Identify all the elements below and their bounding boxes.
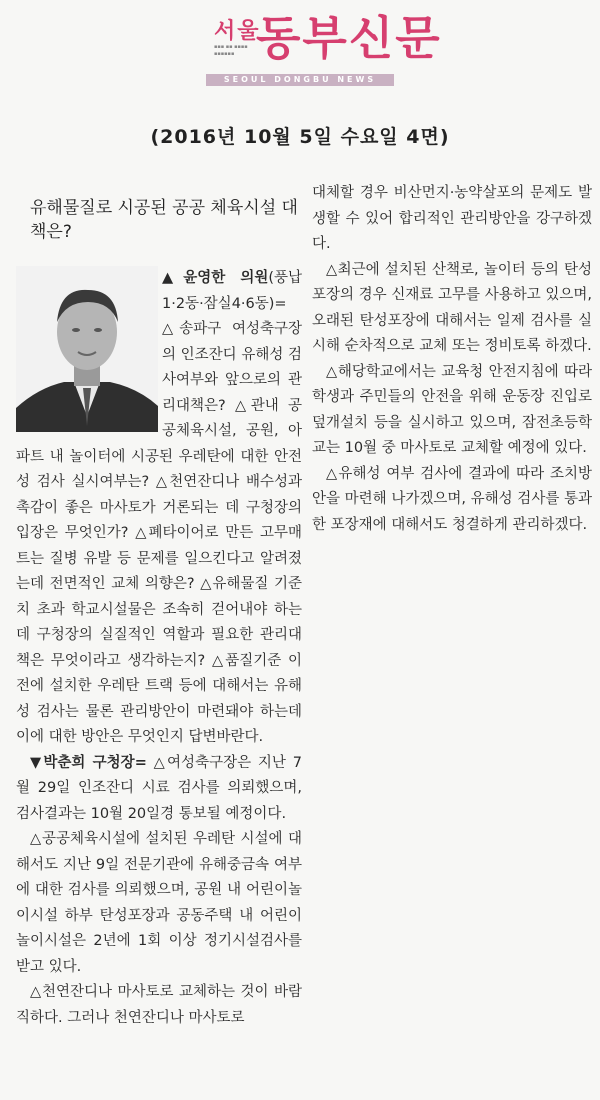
answer-paragraph: △천연잔디나 마사토로 교체하는 것이 바람직하다. 그러나 천연잔디나 마사토로 — [16, 984, 302, 1026]
masthead-seoul: 서울 — [214, 19, 261, 44]
dateline: (2016년 10월 5일 수요일 4면) — [150, 126, 450, 148]
article-body-left — [16, 266, 302, 1031]
masthead-band-text: SEOUL DONGBU NEWS — [223, 75, 377, 84]
masthead-band — [206, 74, 394, 86]
answer-first: △여성축구장은 지난 7월 29일 인조잔디 시료 검사를 의뢰했으며, 검사결과는 10월 20일경 통보될 예정이다. — [16, 754, 302, 822]
masthead-fineprint-icon: ▪▪▪ ▪▪ ▪▪▪▪ ▪▪▪▪▪▪ — [214, 44, 248, 57]
answer-paragraph: △최근에 설치된 산책로, 놀이터 등의 탄성포장의 경우 신재료 고무를 사용하고 있으며, 오래된 탄성포장에 대해서는 일제 검사를 실시해 순차적으로 교체 또는 정비토록 하겠다. — [312, 261, 592, 354]
answer-paragraph: △해당학교에서는 교육청 안전지침에 따라 학생과 주민들의 안전을 위해 운동장 진입로 덮개설치 등을 실시하고 있으며, 잠전초등학교는 10월 중 마사토로 교체할 예정에 있다. — [312, 363, 592, 456]
question-intro: (풍납1·2동·잠실4·6동)= — [162, 270, 302, 312]
answer-paragraph — [16, 751, 302, 828]
answer-paragraph: △공공체육시설에 설치된 우레탄 시설에 대해서도 지난 9일 전문기관에 유해중금속 여부에 대한 검사를 의뢰했으며, 공원 내 어린이놀이시설 하부 탄성포장과 공동주택 내 어린이놀이시설은 2년에 1회 이상 정기시설검사를 받고 있다. — [16, 831, 302, 975]
answer-paragraph: △유해성 여부 검사에 결과에 따라 조치방안을 마련해 나가겠으며, 유해성 검사를 통과한 포장재에 대해서도 청결하게 관리하겠다. — [312, 465, 592, 533]
question-speaker: ▲윤영한 의원 — [162, 270, 269, 286]
article-column-right — [312, 181, 592, 538]
answer-speaker: ▼박춘희 구청장= — [30, 754, 147, 771]
question-text: △송파구 여성축구장의 인조잔디 유해성 검사여부와 앞으로의 관리대책은? △관내 공공체육시설, 공원, 아파트 내 놀이터에 시공된 우레탄에 대한 안전성 검사 실시여부는? △천연잔디나 배수성과 촉감이 좋은 마사토가 거론되는 데 구청장의 입장은 무엇인가? △폐타이어로 만든 고무매트는 질병 유발 등 문제를 일으킨다고 알려졌는데 전면적인 교체 의향은? △유해물질 기준치 초과 학교시설물은 조속히 걷어내야 하는데 구청장의 실질적인 역할과 필요한 관리대책은 무엇이라고 생각하는지? △품질기준 이전에 설치한 우레탄 트랙 등에 대해서는 유해성 검사는 물론 관리방안이 마련돼야 하는데 이에 대한 방안은 무엇인지 답변바란다. — [16, 321, 302, 745]
article-headline: 유해물질로 시공된 공공 체육시설 대책은? — [30, 198, 298, 242]
answer-paragraph: 대체할 경우 비산먼지·농약살포의 문제도 발생할 수 있어 합리적인 관리방안을 강구하겠다. — [312, 185, 592, 252]
councilor-photo — [16, 266, 158, 432]
article-column-left — [16, 196, 302, 1031]
masthead — [0, 0, 600, 100]
article-body-right — [312, 181, 592, 538]
masthead-title: 동부신문 — [256, 11, 442, 65]
